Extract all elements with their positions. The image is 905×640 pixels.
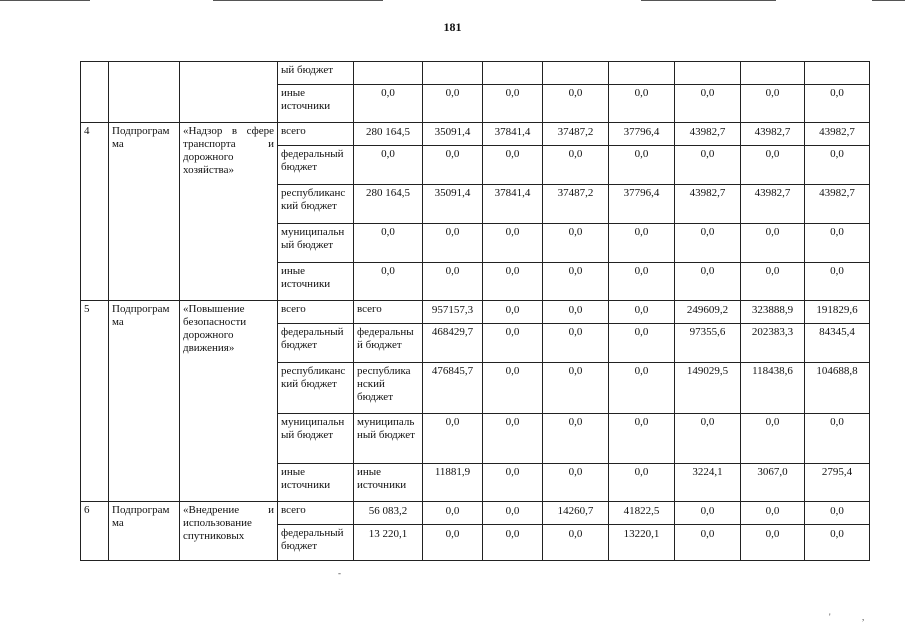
funding-source: федеральный бюджет [278, 525, 354, 561]
value-cell: 0,0 [675, 263, 741, 301]
value-cell: 0,0 [609, 363, 675, 414]
row-kind [109, 62, 180, 123]
value-cell: 0,0 [543, 525, 609, 561]
value-cell [609, 62, 675, 85]
value-cell: 0,0 [741, 414, 805, 464]
value-cell: 149029,5 [675, 363, 741, 414]
value-cell: 0,0 [675, 525, 741, 561]
value-cell: 0,0 [543, 146, 609, 185]
value-cell: 0,0 [354, 146, 423, 185]
value-cell: 3067,0 [741, 464, 805, 502]
value-cell [675, 62, 741, 85]
value-cell: 118438,6 [741, 363, 805, 414]
value-cell: 280 164,5 [354, 185, 423, 224]
value-cell: 0,0 [609, 146, 675, 185]
value-cell: 0,0 [741, 146, 805, 185]
row-title: «Повышение безопасности дорожного движения» [180, 301, 278, 502]
value-cell: 56 083,2 [354, 502, 423, 525]
value-cell: 11881,9 [423, 464, 483, 502]
value-cell: 0,0 [741, 502, 805, 525]
value-cell [354, 62, 423, 85]
funding-source: всего [278, 123, 354, 146]
scan-edge-line [872, 0, 905, 1]
value-cell: 0,0 [354, 85, 423, 123]
value-cell: 957157,3 [423, 301, 483, 324]
funding-source: республиканс кий бюджет [278, 185, 354, 224]
value-cell: 35091,4 [423, 123, 483, 146]
value-cell: 37841,4 [483, 123, 543, 146]
value-cell: 0,0 [741, 224, 805, 263]
value-cell: 0,0 [609, 263, 675, 301]
value-cell: 191829,6 [805, 301, 870, 324]
value-cell: 0,0 [423, 146, 483, 185]
value-cell: 0,0 [741, 525, 805, 561]
value-cell: 0,0 [483, 363, 543, 414]
scan-mark: , [862, 612, 865, 622]
row-number [81, 62, 109, 123]
value-cell [741, 62, 805, 85]
value-cell: 0,0 [609, 464, 675, 502]
value-cell: 41822,5 [609, 502, 675, 525]
value-cell: 0,0 [423, 85, 483, 123]
value-cell: 0,0 [609, 224, 675, 263]
funding-source: федеральный бюджет [278, 146, 354, 185]
value-cell: 97355,6 [675, 324, 741, 363]
value-cell: 0,0 [483, 85, 543, 123]
value-cell: 0,0 [483, 324, 543, 363]
value-cell: 0,0 [675, 224, 741, 263]
value-cell: 0,0 [543, 263, 609, 301]
scan-mark: - [338, 568, 341, 578]
value-cell: 43982,7 [805, 185, 870, 224]
table-row [81, 301, 870, 324]
value-cell: 0,0 [805, 525, 870, 561]
value-cell: 0,0 [483, 525, 543, 561]
row-title: «Внедрение и использование спутниковых [180, 502, 278, 561]
row-number: 5 [81, 301, 109, 502]
funding-source-alt: федеральны й бюджет [354, 324, 423, 363]
value-cell: 0,0 [675, 414, 741, 464]
scan-mark: ' [829, 612, 831, 622]
funding-source-alt: республика нский бюджет [354, 363, 423, 414]
funding-source: всего [278, 301, 354, 324]
value-cell: 43982,7 [741, 185, 805, 224]
value-cell: 0,0 [543, 301, 609, 324]
value-cell: 0,0 [741, 85, 805, 123]
row-kind: Подпрограм ма [109, 301, 180, 502]
value-cell: 37487,2 [543, 185, 609, 224]
scan-edge-line [641, 0, 776, 1]
value-cell: 43982,7 [675, 123, 741, 146]
value-cell [423, 62, 483, 85]
value-cell: 202383,3 [741, 324, 805, 363]
value-cell [483, 62, 543, 85]
funding-source: всего [278, 502, 354, 525]
value-cell: 37796,4 [609, 123, 675, 146]
value-cell: 0,0 [354, 263, 423, 301]
funding-source-alt: всего [354, 301, 423, 324]
scan-edge-line [0, 0, 90, 1]
value-cell: 0,0 [609, 414, 675, 464]
value-cell: 37796,4 [609, 185, 675, 224]
row-number: 4 [81, 123, 109, 301]
row-kind: Подпрограм ма [109, 502, 180, 561]
value-cell: 0,0 [675, 502, 741, 525]
funding-source: иные источники [278, 85, 354, 123]
row-kind: Подпрограм ма [109, 123, 180, 301]
row-title: «Надзор в сфере транспорта и дорожного хозяйства» [180, 123, 278, 301]
value-cell: 0,0 [483, 224, 543, 263]
value-cell: 0,0 [483, 263, 543, 301]
value-cell: 14260,7 [543, 502, 609, 525]
funding-source: иные источники [278, 464, 354, 502]
value-cell: 0,0 [543, 324, 609, 363]
value-cell: 0,0 [483, 146, 543, 185]
value-cell: 84345,4 [805, 324, 870, 363]
value-cell: 0,0 [423, 263, 483, 301]
value-cell [543, 62, 609, 85]
page-number: 181 [443, 20, 462, 34]
row-title [180, 62, 278, 123]
value-cell: 13220,1 [609, 525, 675, 561]
value-cell: 0,0 [543, 363, 609, 414]
value-cell: 0,0 [609, 324, 675, 363]
table-row [81, 123, 870, 146]
funding-source: муниципальн ый бюджет [278, 224, 354, 263]
value-cell: 0,0 [423, 414, 483, 464]
value-cell: 43982,7 [675, 185, 741, 224]
table-row [81, 502, 870, 525]
value-cell: 0,0 [543, 85, 609, 123]
value-cell: 0,0 [805, 414, 870, 464]
value-cell: 37487,2 [543, 123, 609, 146]
value-cell: 0,0 [609, 301, 675, 324]
funding-source: иные источники [278, 263, 354, 301]
table-row [81, 62, 870, 85]
value-cell: 0,0 [805, 263, 870, 301]
value-cell: 323888,9 [741, 301, 805, 324]
value-cell: 468429,7 [423, 324, 483, 363]
value-cell: 0,0 [354, 224, 423, 263]
scan-edge-line [213, 0, 383, 1]
funding-source-alt: иные источники [354, 464, 423, 502]
value-cell: 43982,7 [741, 123, 805, 146]
funding-source: муниципальн ый бюджет [278, 414, 354, 464]
value-cell: 476845,7 [423, 363, 483, 414]
value-cell: 3224,1 [675, 464, 741, 502]
value-cell: 104688,8 [805, 363, 870, 414]
value-cell: 0,0 [483, 464, 543, 502]
budget-table [80, 61, 870, 561]
value-cell [805, 62, 870, 85]
value-cell: 37841,4 [483, 185, 543, 224]
value-cell: 0,0 [543, 464, 609, 502]
value-cell: 0,0 [423, 502, 483, 525]
value-cell: 0,0 [805, 224, 870, 263]
funding-source: ый бюджет [278, 62, 354, 85]
value-cell: 0,0 [675, 146, 741, 185]
value-cell: 0,0 [423, 525, 483, 561]
value-cell: 0,0 [483, 502, 543, 525]
value-cell: 0,0 [423, 224, 483, 263]
value-cell: 2795,4 [805, 464, 870, 502]
funding-source: федеральный бюджет [278, 324, 354, 363]
value-cell: 0,0 [543, 224, 609, 263]
value-cell: 0,0 [805, 502, 870, 525]
value-cell: 0,0 [483, 414, 543, 464]
value-cell: 0,0 [483, 301, 543, 324]
value-cell: 13 220,1 [354, 525, 423, 561]
value-cell: 0,0 [675, 85, 741, 123]
value-cell: 43982,7 [805, 123, 870, 146]
value-cell: 249609,2 [675, 301, 741, 324]
funding-source: республиканс кий бюджет [278, 363, 354, 414]
row-number: 6 [81, 502, 109, 561]
value-cell: 280 164,5 [354, 123, 423, 146]
value-cell: 0,0 [805, 146, 870, 185]
value-cell: 0,0 [805, 85, 870, 123]
value-cell: 0,0 [543, 414, 609, 464]
value-cell: 0,0 [609, 85, 675, 123]
funding-source-alt: муниципаль ный бюджет [354, 414, 423, 464]
value-cell: 0,0 [741, 263, 805, 301]
value-cell: 35091,4 [423, 185, 483, 224]
